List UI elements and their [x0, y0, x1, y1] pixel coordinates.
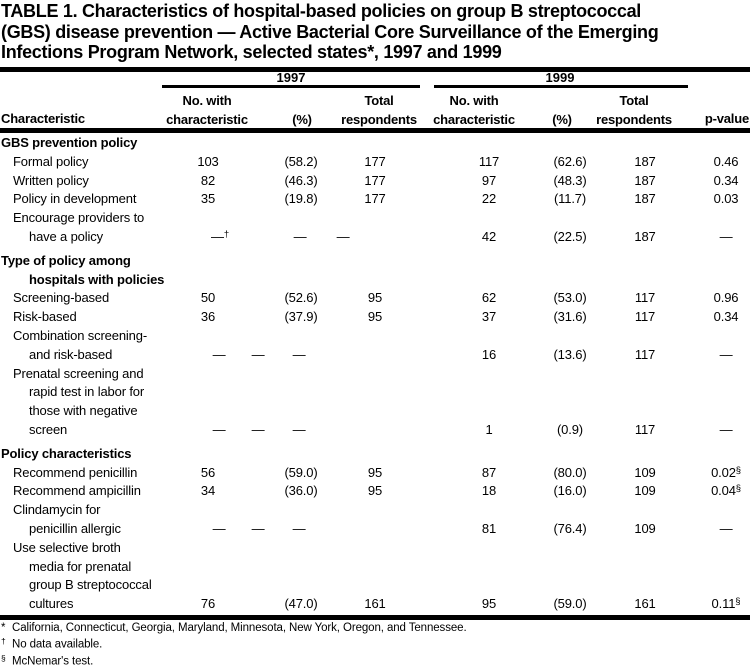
row-label: Prenatal screening and: [13, 365, 144, 381]
footnote-text: California, Connecticut, Georgia, Maryland, Minnesota, New York, Oregon, and Tennessee.: [12, 622, 467, 634]
table-cell: 187: [634, 191, 656, 207]
row-label: Encourage providers to: [13, 210, 145, 226]
table-cell: (16.0): [553, 483, 587, 499]
table-cell: 1: [485, 421, 493, 437]
table-body: [0, 134, 750, 614]
row-label: rapid test in labor for: [29, 384, 145, 400]
row-label: screen: [29, 421, 68, 437]
table-cell: 109: [634, 483, 656, 499]
footnote-no-data: [1, 635, 749, 652]
col-header-line: No. with: [449, 93, 499, 108]
table-row: [0, 539, 750, 558]
table-cell: —: [719, 421, 733, 437]
footnote-reference: §: [735, 464, 741, 476]
col-header-line: characteristic: [166, 111, 248, 127]
table-row: [0, 520, 750, 539]
table-cell: (59.0): [284, 464, 318, 480]
footnote-states: [1, 622, 749, 635]
footnote-reference: †: [223, 228, 229, 240]
table-cell: (62.6): [553, 153, 587, 169]
table-cell: 177: [364, 191, 386, 207]
row-label: Written policy: [13, 172, 89, 188]
row-label: Formal policy: [13, 153, 89, 169]
row-label: hospitals with policies: [29, 271, 165, 287]
table-title-line-2: (GBS) disease prevention — Active Bacterial Core Surveillance of the Emerging: [1, 21, 659, 42]
table-cell: 161: [364, 596, 386, 612]
footnote-mcnemar: [1, 652, 749, 668]
year-header-1997: 1997: [276, 70, 306, 85]
col-header-characteristic: Characteristic: [1, 110, 85, 126]
table-cell: 0.96: [713, 290, 739, 306]
row-label: have a policy: [29, 228, 103, 244]
footnote-reference: §: [735, 596, 741, 608]
table-cell: (52.6): [284, 290, 318, 306]
table-cell: 34: [200, 483, 216, 499]
row-label: Use selective broth: [13, 539, 121, 555]
table-cell: 0.34: [713, 309, 739, 325]
table-cell: (31.6): [553, 309, 587, 325]
row-label: GBS prevention policy: [1, 135, 138, 150]
col-header-line: Total: [619, 93, 649, 108]
row-label: Recommend penicillin: [13, 464, 138, 480]
section-marker: §: [1, 653, 6, 664]
table-cell: 37: [481, 309, 497, 325]
top-rule: [0, 67, 750, 72]
year-1997-underline: [162, 85, 420, 88]
table-cell: —: [292, 520, 306, 536]
table-cell: 95: [367, 290, 383, 306]
table-cell: 0.34: [713, 172, 739, 188]
table-cell: —: [212, 421, 226, 437]
footnote-reference: §: [735, 483, 741, 495]
section-row: [0, 134, 750, 153]
row-label: media for prenatal: [29, 558, 132, 574]
row-label: group B streptococcal: [29, 577, 152, 593]
footnotes: [1, 622, 749, 668]
row-label: cultures: [29, 596, 74, 612]
table-cell: (47.0): [284, 596, 318, 612]
col-header-p-value: p-value: [704, 110, 749, 126]
table-cell: (13.6): [553, 346, 587, 362]
table-cell: 161: [634, 596, 656, 612]
table-cell: 187: [634, 228, 656, 244]
col-header-line: respondents: [341, 111, 417, 127]
table-cell: —: [251, 346, 265, 362]
row-label: Screening-based: [13, 290, 110, 306]
table-cell: (19.8): [284, 191, 318, 207]
table-row: [0, 228, 750, 247]
table-row: [0, 595, 750, 614]
col-header-1997-percent: (%): [292, 111, 312, 127]
row-label: penicillin allergic: [29, 520, 121, 536]
table-cell: (80.0): [553, 464, 587, 480]
section-row: [0, 445, 750, 464]
table-cell: 97: [481, 172, 497, 188]
row-label: those with negative: [29, 403, 138, 419]
table-cell: 62: [481, 290, 497, 306]
table-cell: 0.46: [713, 153, 739, 169]
table-cell: 117: [478, 153, 500, 169]
table-cell: —†: [211, 228, 229, 244]
year-header-1999: 1999: [545, 70, 575, 85]
table-cell: 56: [200, 464, 216, 480]
table-cell: —: [719, 228, 733, 244]
table-cell: 177: [364, 153, 386, 169]
table-cell: 109: [634, 464, 656, 480]
table-row: [0, 365, 750, 384]
asterisk-marker: *: [1, 622, 6, 634]
table-title-line-3: Infections Program Network, selected states*, 1997 and 1999: [1, 42, 502, 62]
row-label: Risk-based: [13, 309, 77, 325]
table-row: [0, 558, 750, 577]
table-row: [0, 289, 750, 308]
table-row: [0, 346, 750, 365]
row-label: Combination screening-: [13, 327, 147, 343]
table-cell: 50: [200, 290, 216, 306]
table-row: [0, 172, 750, 191]
table-cell: —: [212, 520, 226, 536]
table-row: [0, 153, 750, 172]
table-cell: 35: [200, 191, 216, 207]
table-cell: 187: [634, 153, 656, 169]
section-row: [0, 252, 750, 271]
table-cell: 0.11§: [711, 596, 741, 612]
table-cell: 95: [481, 596, 497, 612]
table-cell: 36: [200, 309, 216, 325]
table-cell: —: [251, 520, 265, 536]
table-cell: —: [212, 346, 226, 362]
table-title: [1, 1, 750, 63]
table-cell: 0.02§: [711, 464, 741, 480]
year-1999-underline: [434, 85, 688, 88]
table-cell: (11.7): [553, 191, 587, 207]
table-row: [0, 501, 750, 520]
table-cell: —: [719, 346, 733, 362]
table-cell: 0.04§: [711, 483, 741, 499]
table-cell: (53.0): [553, 290, 587, 306]
table-cell: (59.0): [553, 596, 587, 612]
table-cell: 42: [481, 228, 497, 244]
table-bottom-rule: [0, 615, 750, 620]
table-cell: 187: [634, 172, 656, 188]
col-header-line: Total: [364, 93, 394, 108]
footnote-text: No data available.: [12, 638, 103, 651]
col-header-1999-percent: (%): [552, 111, 572, 127]
table-cell: 95: [367, 309, 383, 325]
header-bottom-rule: [0, 128, 750, 133]
col-header-line: respondents: [596, 111, 672, 127]
table-row: [0, 190, 750, 209]
table-cell: 18: [481, 483, 497, 499]
table-row: [0, 421, 750, 440]
table-cell: 22: [481, 191, 497, 207]
table-row: [0, 576, 750, 595]
table-cell: (58.2): [284, 153, 318, 169]
table-cell: 81: [481, 520, 497, 536]
table-row: [0, 464, 750, 483]
col-header-1997-total-respondents: [341, 92, 417, 129]
row-label: Type of policy among: [1, 252, 131, 268]
table-cell: 103: [197, 153, 219, 169]
table-cell: (22.5): [553, 228, 587, 244]
table-cell: —: [293, 228, 307, 244]
table-cell: 0.03: [713, 191, 739, 207]
table-cell: —: [719, 520, 733, 536]
table-cell: 117: [634, 309, 656, 325]
table-cell: (37.9): [284, 309, 318, 325]
table-row: [0, 308, 750, 327]
table-row: [0, 209, 750, 228]
table-cell: (46.3): [284, 172, 318, 188]
footnote-text: McNemar's test.: [12, 655, 94, 668]
row-label: Recommend ampicillin: [13, 483, 141, 499]
dagger-marker: †: [1, 636, 6, 647]
section-row: [0, 271, 750, 290]
row-label: Policy characteristics: [1, 445, 132, 461]
table-cell: 117: [634, 421, 656, 437]
table-cell: —: [292, 421, 306, 437]
table-title-line-1: TABLE 1. Characteristics of hospital-based policies on group B streptococcal: [1, 1, 642, 21]
table-cell: 16: [481, 346, 497, 362]
table-cell: 117: [634, 290, 656, 306]
table-cell: 87: [481, 464, 497, 480]
table-cell: —: [336, 228, 350, 244]
row-label: and risk-based: [29, 346, 113, 362]
col-header-1999-no-with-characteristic: [433, 92, 515, 129]
table-cell: —: [251, 421, 265, 437]
table-cell: 95: [367, 464, 383, 480]
table-cell: (36.0): [284, 483, 318, 499]
table-cell: (48.3): [553, 172, 587, 188]
table-cell: (0.9): [557, 421, 583, 437]
table-cell: 76: [200, 596, 216, 612]
col-header-1999-total-respondents: [596, 92, 672, 129]
row-label: Policy in development: [13, 191, 137, 207]
col-header-1997-no-with-characteristic: [166, 92, 248, 129]
row-label: Clindamycin for: [13, 502, 101, 518]
table-cell: 82: [200, 172, 216, 188]
col-header-line: No. with: [182, 93, 232, 108]
table-row: [0, 327, 750, 346]
table-cell: 117: [634, 346, 656, 362]
table-cell: 95: [367, 483, 383, 499]
table-row: [0, 482, 750, 501]
table-row: [0, 383, 750, 402]
table-row: [0, 402, 750, 421]
col-header-line: characteristic: [433, 111, 515, 127]
table-cell: 109: [634, 520, 656, 536]
table-cell: (76.4): [553, 520, 587, 536]
table-cell: —: [292, 346, 306, 362]
table-cell: 177: [364, 172, 386, 188]
